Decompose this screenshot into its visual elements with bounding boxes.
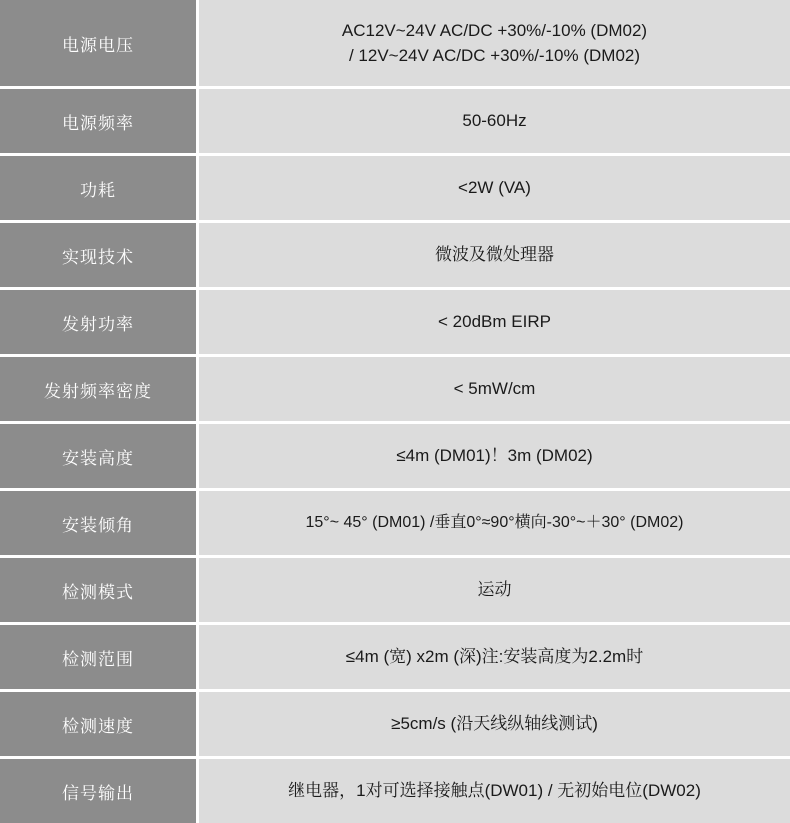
row-value xyxy=(199,759,790,823)
row-label: 检测模式 xyxy=(0,558,199,625)
table-row xyxy=(0,558,790,625)
row-value-line: AC12V~24V AC/DC +30%/-10% (DM02) xyxy=(341,20,648,40)
table-row xyxy=(0,0,790,89)
row-label: 实现技术 xyxy=(0,223,199,290)
row-value-line: < 5mW/cm xyxy=(453,379,536,399)
row-value xyxy=(199,625,790,692)
table-row xyxy=(0,692,790,759)
row-value-line: / 12V~24V AC/DC +30%/-10% (DM02) xyxy=(348,46,641,65)
row-value xyxy=(199,558,790,625)
row-value-line: < 20dBm EIRP xyxy=(438,312,551,332)
table-row xyxy=(0,625,790,692)
row-label: 安装高度 xyxy=(0,424,199,491)
row-label: 电源电压 xyxy=(0,0,199,89)
row-value xyxy=(199,290,790,357)
row-label: 发射频率密度 xyxy=(0,357,199,424)
row-value-line: 50-60Hz xyxy=(462,111,527,131)
table-row xyxy=(0,491,790,558)
row-value-line: <2W (VA) xyxy=(458,178,531,198)
row-value xyxy=(199,491,790,558)
table-row xyxy=(0,223,790,290)
row-value xyxy=(199,424,790,491)
row-value xyxy=(199,692,790,759)
table-row xyxy=(0,759,790,823)
row-label: 安装倾角 xyxy=(0,491,199,558)
table-row xyxy=(0,290,790,357)
row-value xyxy=(199,223,790,290)
row-value-line: 运动 xyxy=(477,580,512,600)
row-label: 电源频率 xyxy=(0,89,199,156)
table-row xyxy=(0,156,790,223)
row-value-line: ≤4m (宽) x2m (深)注:安装高度为2.2m时 xyxy=(345,647,644,667)
row-value-line: 继电器，1对可选择接触点(DW01) / 无初始电位(DW02) xyxy=(288,781,701,801)
table-row xyxy=(0,89,790,156)
row-value xyxy=(199,156,790,223)
row-label: 检测范围 xyxy=(0,625,199,692)
row-label: 功耗 xyxy=(0,156,199,223)
row-value-line: ≥5cm/s (沿天线纵轴线测试) xyxy=(391,714,598,734)
row-label: 信号输出 xyxy=(0,759,199,823)
table-row xyxy=(0,357,790,424)
table-row xyxy=(0,424,790,491)
row-value xyxy=(199,0,790,89)
row-value-line: ≤4m (DM01)！3m (DM02) xyxy=(396,446,593,466)
row-label: 发射功率 xyxy=(0,290,199,357)
row-value-line: 微波及微处理器 xyxy=(435,245,554,265)
row-label: 检测速度 xyxy=(0,692,199,759)
row-value xyxy=(199,357,790,424)
row-value-line: 15°~ 45° (DM01) /垂直0°≈90°横向-30°~＋30° (DM02) xyxy=(305,514,684,531)
row-value xyxy=(199,89,790,156)
